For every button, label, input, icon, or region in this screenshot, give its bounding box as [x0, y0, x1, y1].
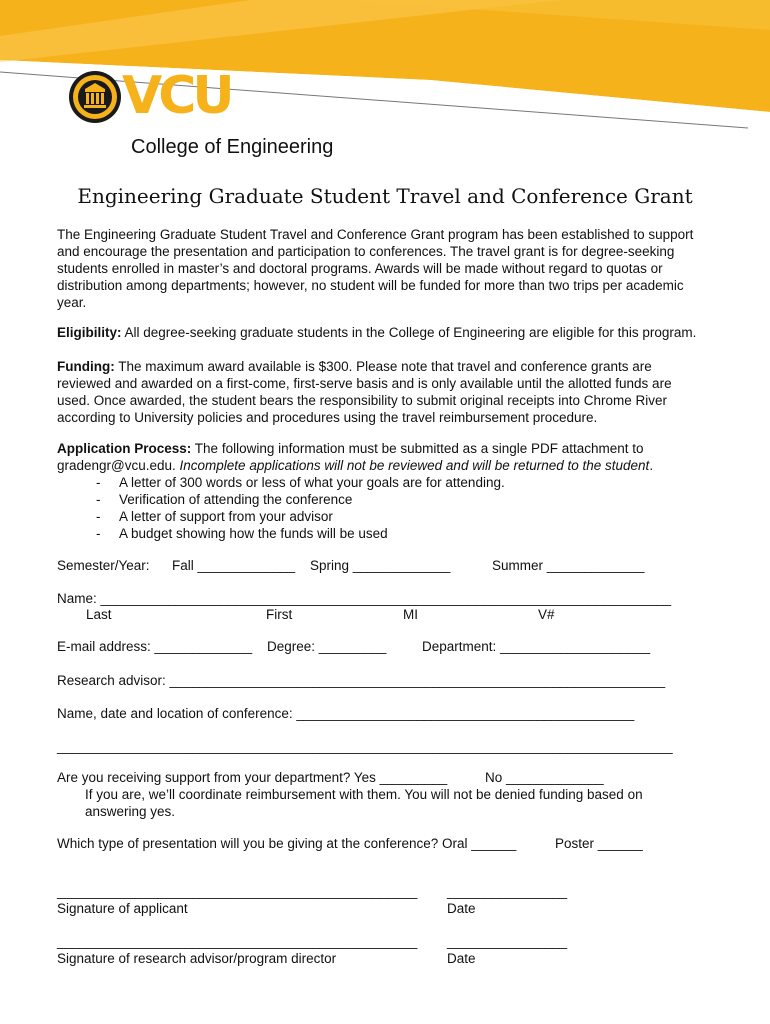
bullet-dash: -: [96, 509, 101, 524]
bullet-dash: -: [96, 475, 101, 490]
intro-line: students enrolled in master’s and doctoral programs. Awards will be made without regard to quotas or: [57, 261, 663, 276]
degree-field[interactable]: Degree: _________: [267, 639, 387, 654]
vcu-logo-text: VCU: [122, 66, 231, 126]
intro-line: year.: [57, 295, 87, 310]
incomplete-note: Incomplete applications will not be reviewed and will be returned to the student: [175, 458, 650, 473]
funding-line: used. Once awarded, the student bears the responsibility to submit original receipts into Chrome River: [57, 393, 668, 408]
intro-line: and encourage the presentation and participation to conferences. The travel grant is for degree-seeking: [57, 244, 675, 259]
funding-label: Funding:: [57, 359, 115, 374]
poster-field[interactable]: Poster ______: [555, 836, 643, 851]
intro-line: distribution among departments; however, no student will be funded for more than two trips per academic: [57, 278, 684, 293]
fall-field[interactable]: Fall _____________: [172, 558, 296, 573]
document-title: Engineering Graduate Student Travel and Conference Grant: [77, 184, 693, 208]
eligibility-text: All degree-seeking graduate students in the College of Engineering are eligible for this program.: [121, 325, 697, 340]
requirement-item: A letter of support from your advisor: [119, 509, 333, 524]
applicant-signature-label: Signature of applicant: [57, 901, 188, 916]
funding-line: reviewed and awarded on a first-come, first-serve basis and is only available until the allotted funds are: [57, 376, 672, 391]
requirement-item: A budget showing how the funds will be used: [119, 526, 388, 541]
support-question[interactable]: Are you receiving support from your department? Yes _________: [57, 770, 448, 785]
advisor-date-label: Date: [447, 951, 476, 966]
submission-email: gradengr@vcu.edu.: [57, 458, 176, 473]
name-mi-label: MI: [403, 607, 418, 622]
application-paragraph: [57, 441, 644, 458]
support-note: answering yes.: [85, 804, 176, 819]
funding-text: The maximum award available is $300. Please note that travel and conference grants are: [114, 359, 652, 374]
advisor-signature-line[interactable]: ________________________________________________: [57, 934, 418, 949]
advisor-date-line[interactable]: ________________: [447, 934, 568, 949]
advisor-signature-label: Signature of research advisor/program director: [57, 951, 337, 966]
name-last-label: Last: [86, 607, 112, 622]
research-advisor-field[interactable]: Research advisor: __________________________________________________________________: [57, 673, 666, 688]
eligibility-label: Eligibility:: [57, 325, 122, 340]
college-name: College of Engineering: [131, 136, 334, 158]
spring-field[interactable]: Spring _____________: [310, 558, 451, 573]
bullet-dash: -: [96, 492, 101, 507]
funding-line: according to University policies and procedures using the travel reimbursement procedure.: [57, 410, 598, 425]
university-seal-icon: [68, 70, 122, 124]
requirement-item: Verification of attending the conference: [119, 492, 353, 507]
name-field[interactable]: Name: ____________________________________________________________________________: [57, 591, 672, 606]
requirement-item: A letter of 300 words or less of what your goals are for attending.: [119, 475, 505, 490]
application-line: [57, 458, 653, 475]
support-no-field[interactable]: No _____________: [485, 770, 604, 785]
summer-field[interactable]: Summer _____________: [492, 558, 645, 573]
conference-continuation-field[interactable]: __________________________________________________________________________________: [57, 739, 673, 754]
email-field[interactable]: E-mail address: _____________: [57, 639, 253, 654]
department-field[interactable]: Department: ____________________: [422, 639, 651, 654]
eligibility-paragraph: [57, 325, 696, 342]
name-first-label: First: [266, 607, 293, 622]
bullet-dash: -: [96, 526, 101, 541]
funding-paragraph: [57, 359, 652, 376]
name-vnumber-label: V#: [538, 607, 555, 622]
note-period: .: [649, 458, 654, 473]
semester-label: Semester/Year:: [57, 558, 150, 573]
conference-field[interactable]: Name, date and location of conference: _____________________________________________: [57, 706, 635, 721]
applicant-date-label: Date: [447, 901, 476, 916]
support-note: If you are, we’ll coordinate reimbursement with them. You will not be denied funding based on: [85, 787, 643, 802]
intro-line: The Engineering Graduate Student Travel and Conference Grant program has been established to support: [57, 227, 694, 242]
application-label: Application Process:: [57, 441, 192, 456]
presentation-question[interactable]: Which type of presentation will you be giving at the conference? Oral ______: [57, 836, 517, 851]
applicant-date-line[interactable]: ________________: [447, 884, 568, 899]
application-text: The following information must be submitted as a single PDF attachment to: [191, 441, 644, 456]
applicant-signature-line[interactable]: ________________________________________________: [57, 884, 418, 899]
